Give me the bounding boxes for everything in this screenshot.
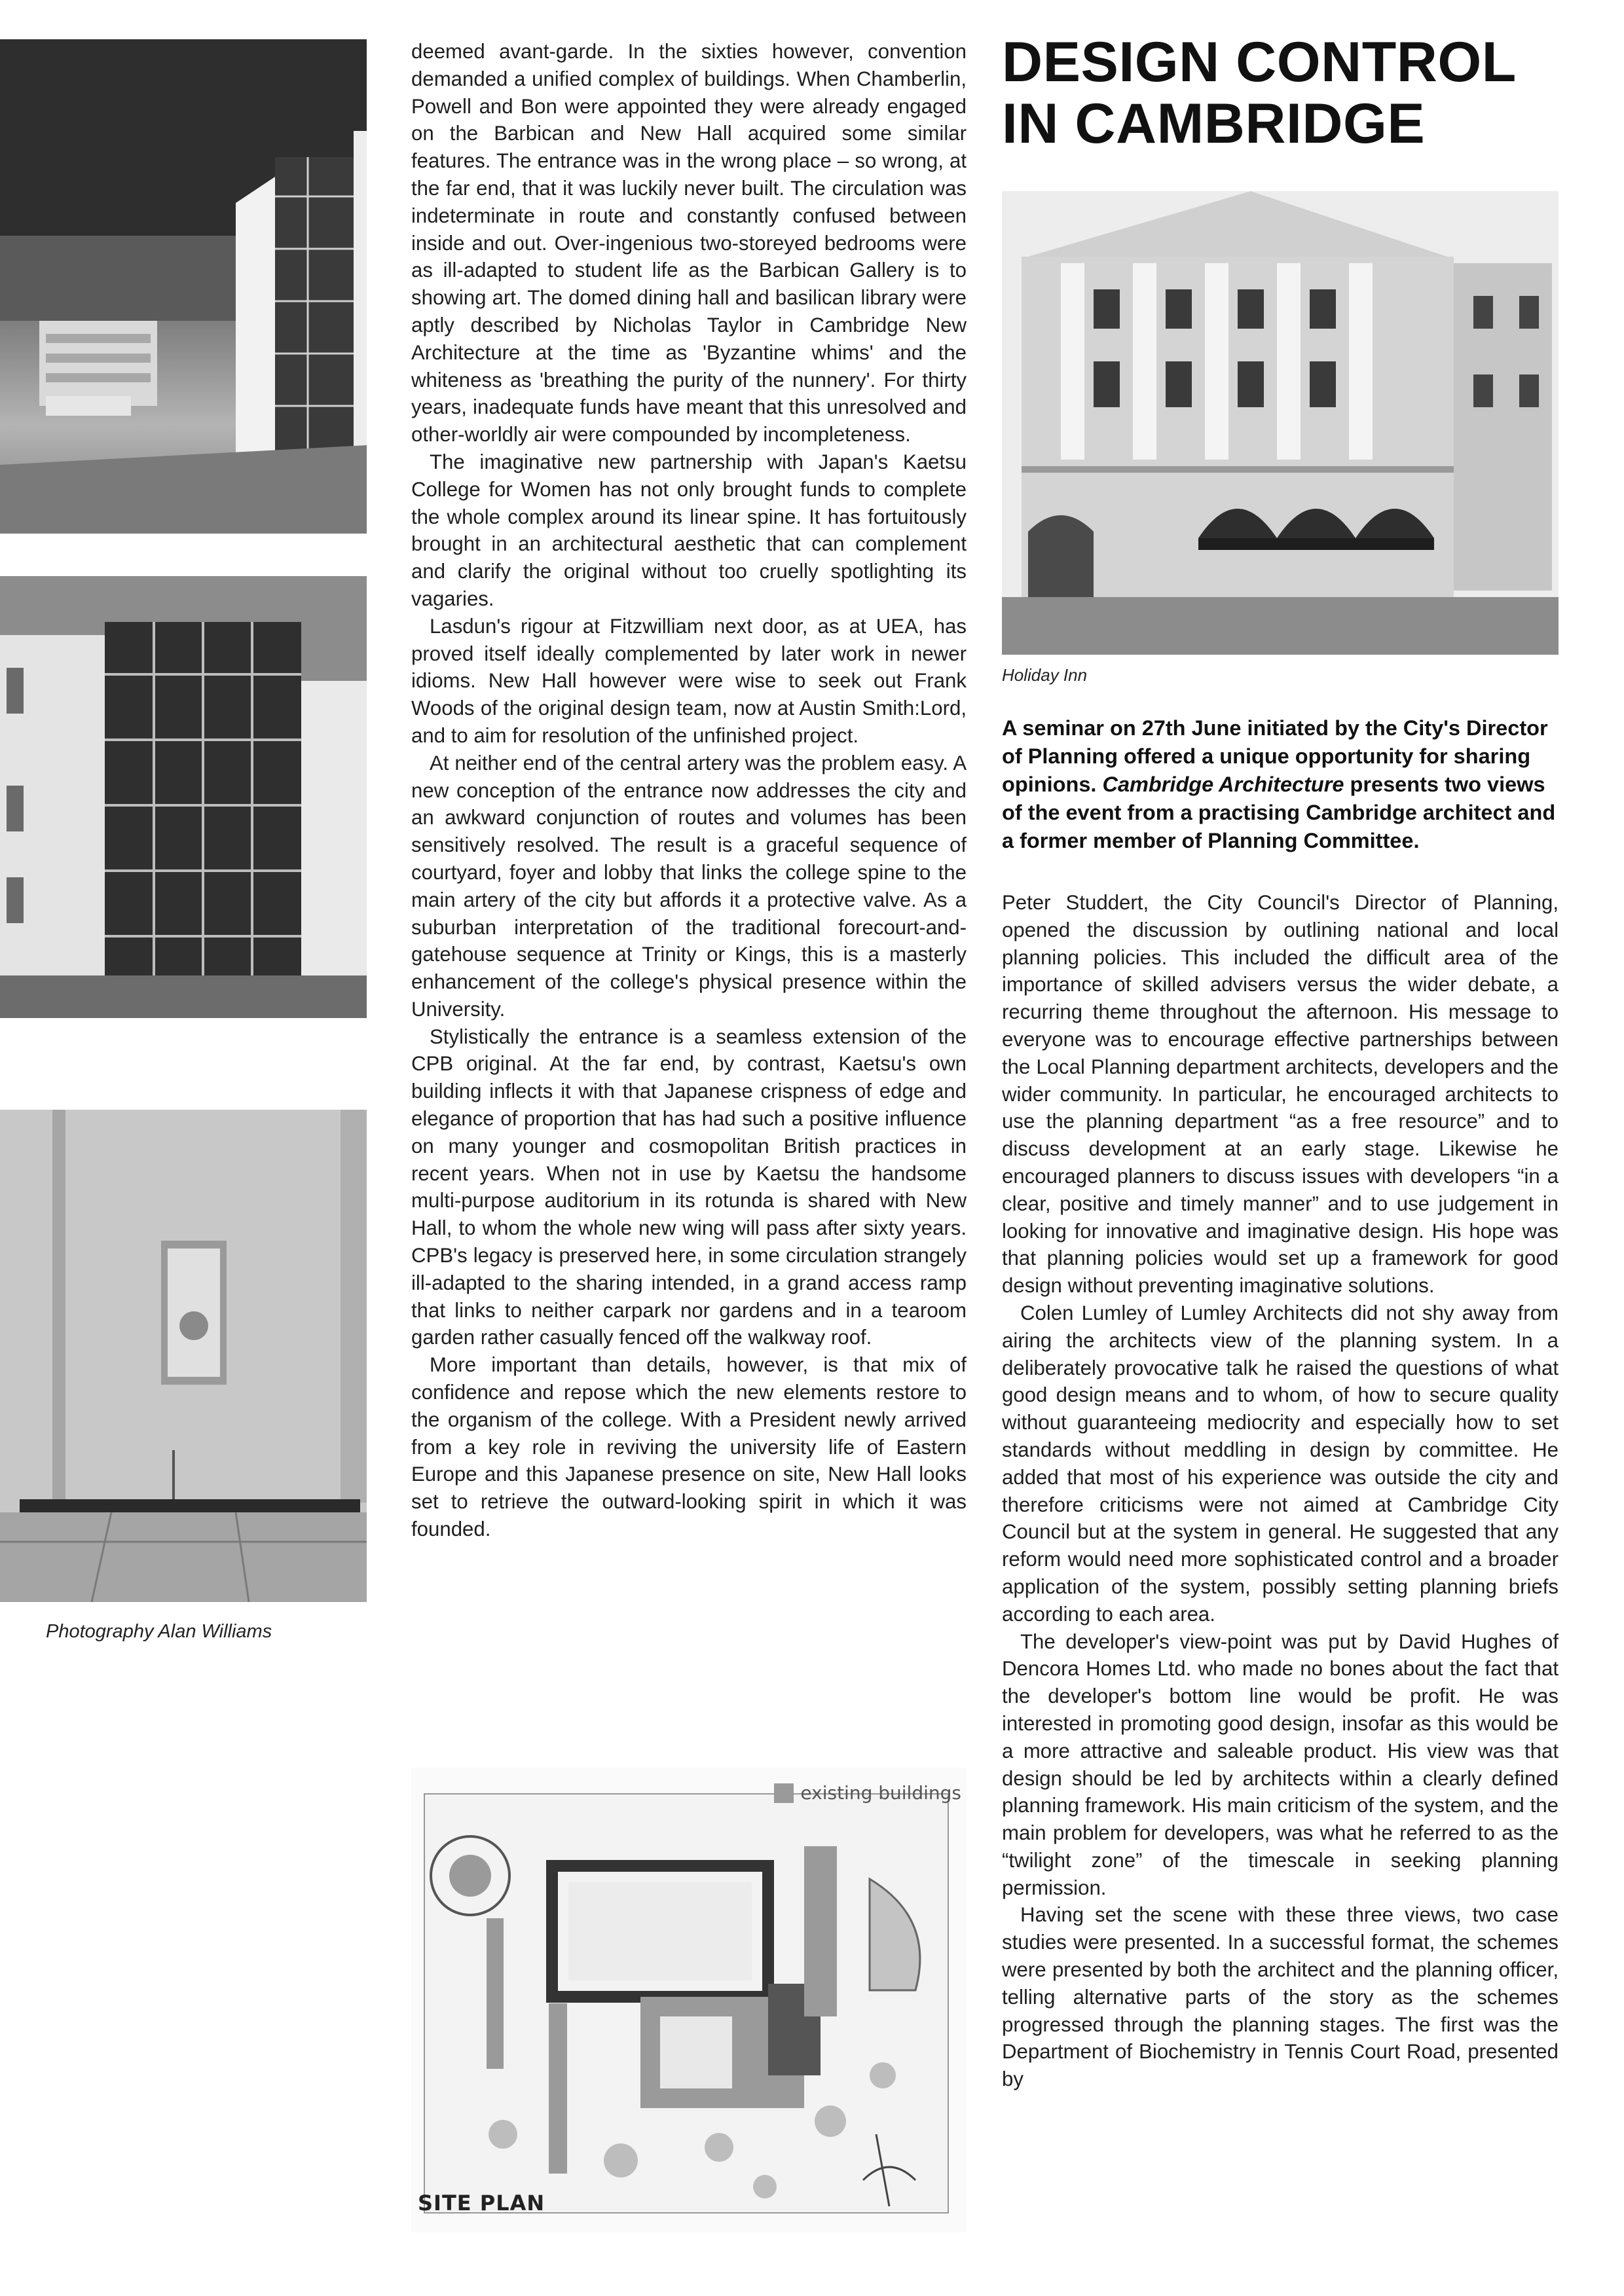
standfirst-part-2: presents two views of the event from a practising Cambridge architect and a former member of Planning Committee. <box>1002 773 1556 852</box>
right-body-text <box>1002 889 1559 2093</box>
middle-paragraph: The imaginative new partnership with Japan's Kaetsu College for Women has not only brought funds to complete the whole complex around its linear spine. It has fortuitously brought in an architectural aesthetic that can complement and clarify the original without too cruelly spotlighting its vagaries. <box>411 450 967 610</box>
right-paragraph: Peter Studdert, the City Council's Director of Planning, opened the discussion by outlining national and local planning policies. This included the difficult area of the importance of skilled advisers versus the wider debate, a recurring theme throughout the afternoon. His message to everyone was to encourage effective partnerships between the Local Planning department architects, developers and the wider community. In particular, he encouraged architects to use the planning department “as a free resource” and to discuss development at an early stage. Likewise he encouraged planners to discuss issues with developers “in a clear, positive and timely manner” and to use judgement in looking for innovative and imaginative design. His hope was that planning policies would set up a framework for good design without preventing imaginative solutions. <box>1002 891 1559 1298</box>
middle-paragraph: More important than details, however, is that mix of confidence and repose which the new elements restore to the organism of the college. With a President newly arrived from a key role in reviving the university life of Eastern Europe and this Japanese presence on site, New Hall looks set to retrieve the outward-looking spirit in which it was founded. <box>411 1353 967 1541</box>
site-plan-drawing <box>411 1768 967 2232</box>
photo-exterior-drawing <box>0 39 367 534</box>
headline-line-2: IN CAMBRIDGE <box>1002 92 1426 155</box>
photo-credit-caption: Photography Alan Williams <box>46 1621 272 1642</box>
photo-hotel-drawing <box>1002 191 1559 655</box>
middle-paragraph: At neither end of the central artery was the problem easy. A new conception of the entrance now addresses the city and an awkward conjunction of routes and volumes has been sensitively resolved. The result is a graceful sequence of courtyard, foyer and lobby that links the college spine to the main artery of the city but affords it a protective valve. As a suburban interpretation of the traditional forecourt-and-gatehouse sequence at Trinity or Kings, this is a masterly enhancement of the college's physical presence within the University. <box>411 751 967 1021</box>
standfirst-part-1: A seminar on 27th June initiated by the City's Director of Planning offered a unique opportunity for sharing opinions. <box>1002 716 1548 796</box>
legend-label: existing buildings <box>800 1782 961 1804</box>
photo-tearoom-interior <box>0 1110 367 1602</box>
site-plan-title: SITE PLAN <box>418 2191 545 2215</box>
middle-paragraph: Stylistically the entrance is a seamless extension of the CPB original. At the far end, by contrast, Kaetsu's own building inflects it with that Japanese crispness of edge and elegance of proportion that has had such a positive influence on many younger and cosmopolitan British practices in recent years. When not in use by Kaetsu the handsome multi-purpose auditorium in its rotunda is shared with New Hall, to whom the whole new wing will pass after sixty years. CPB's legacy is preserved here, in some circulation strangely ill-adapted to the sharing intended, in a grand access ramp that links to neither carpark nor gardens and in a tearoom garden rather casually fenced off the walkway roof. <box>411 1025 967 1349</box>
site-plan-figure <box>411 1768 967 2232</box>
photo-glazed-stair-tower <box>0 576 367 1018</box>
middle-paragraph: deemed avant-garde. In the sixties however, convention demanded a unified complex of buildings. When Chamberlin, Powell and Bon were appointed they were already engaged on the Barbican and New Hall acquired some similar features. The entrance was in the wrong place – so wrong, at the far end, that it was luckily never built. The circulation was indeterminate in route and constantly confused between inside and out. Over-ingenious two-storeyed bedrooms were as ill-adapted to student life as the Barbican Gallery is to showing art. The domed dining hall and basilican library were aptly described by Nicholas Taylor in Cambridge New Architecture at the time as 'Byzantine whims' and the whiteness as 'breathing the purity of the nunnery'. For thirty years, inadequate funds have meant that this unresolved and other-worldly air were compounded by incompleteness. <box>411 40 967 446</box>
article-standfirst <box>1002 714 1559 855</box>
legend-swatch <box>774 1783 794 1803</box>
right-paragraph: Having set the scene with these three views, two case studies were presented. In a successful format, the schemes were presented by both the architect and the planning officer, telling alternative parts of the story as the schemes progressed through the planning stages. The first was the Department of Biochemistry in Tennis Court Road, presented by <box>1002 1903 1559 2091</box>
right-article-column <box>1002 31 1559 2093</box>
standfirst-publication: Cambridge Architecture <box>1102 773 1344 796</box>
right-paragraph: The developer's view-point was put by David Hughes of Dencora Homes Ltd. who made no bones about the fact that the developer's bottom line would be profit. He was interested in promoting good design, insofar as this would be a more attractive and saleable product. His view was that design should be led by architects within a clearly defined planning framework. His main criticism of the system, and the main problem for developers, was what he referred to as the “twilight zone” of the timescale in seeking planning permission. <box>1002 1630 1559 1899</box>
headline-line-1: DESIGN CONTROL <box>1002 31 1517 94</box>
holiday-inn-caption: Holiday Inn <box>1002 665 1088 685</box>
site-plan-legend <box>774 1782 961 1804</box>
photo-new-hall-exterior <box>0 39 367 534</box>
photo-tower-drawing <box>0 576 367 1018</box>
photo-interior-drawing <box>0 1110 367 1602</box>
right-paragraph: Colen Lumley of Lumley Architects did not shy away from airing the architects view of the planning system. In a deliberately provocative talk he raised the questions of what good design means and to whom, of how to secure quality without guaranteeing mediocrity and especially how to set standards without meddling in design by committee. He added that most of his experience was outside the city and therefore criticisms were not aimed at Cambridge City Council but at the system in general. He suggested that any reform would need more sophisticated control and a broader application of the system, possibly setting planning briefs according to each area. <box>1002 1301 1559 1626</box>
article-headline <box>1002 31 1559 155</box>
photo-holiday-inn <box>1002 191 1559 655</box>
middle-article-column <box>411 38 967 1543</box>
middle-paragraph: Lasdun's rigour at Fitzwilliam next door, as at UEA, has proved itself ideally complemented by later work in newer idioms. New Hall however were wise to seek out Frank Woods of the original design team, now at Austin Smith:Lord, and to aim for resolution of the unfinished project. <box>411 614 967 747</box>
